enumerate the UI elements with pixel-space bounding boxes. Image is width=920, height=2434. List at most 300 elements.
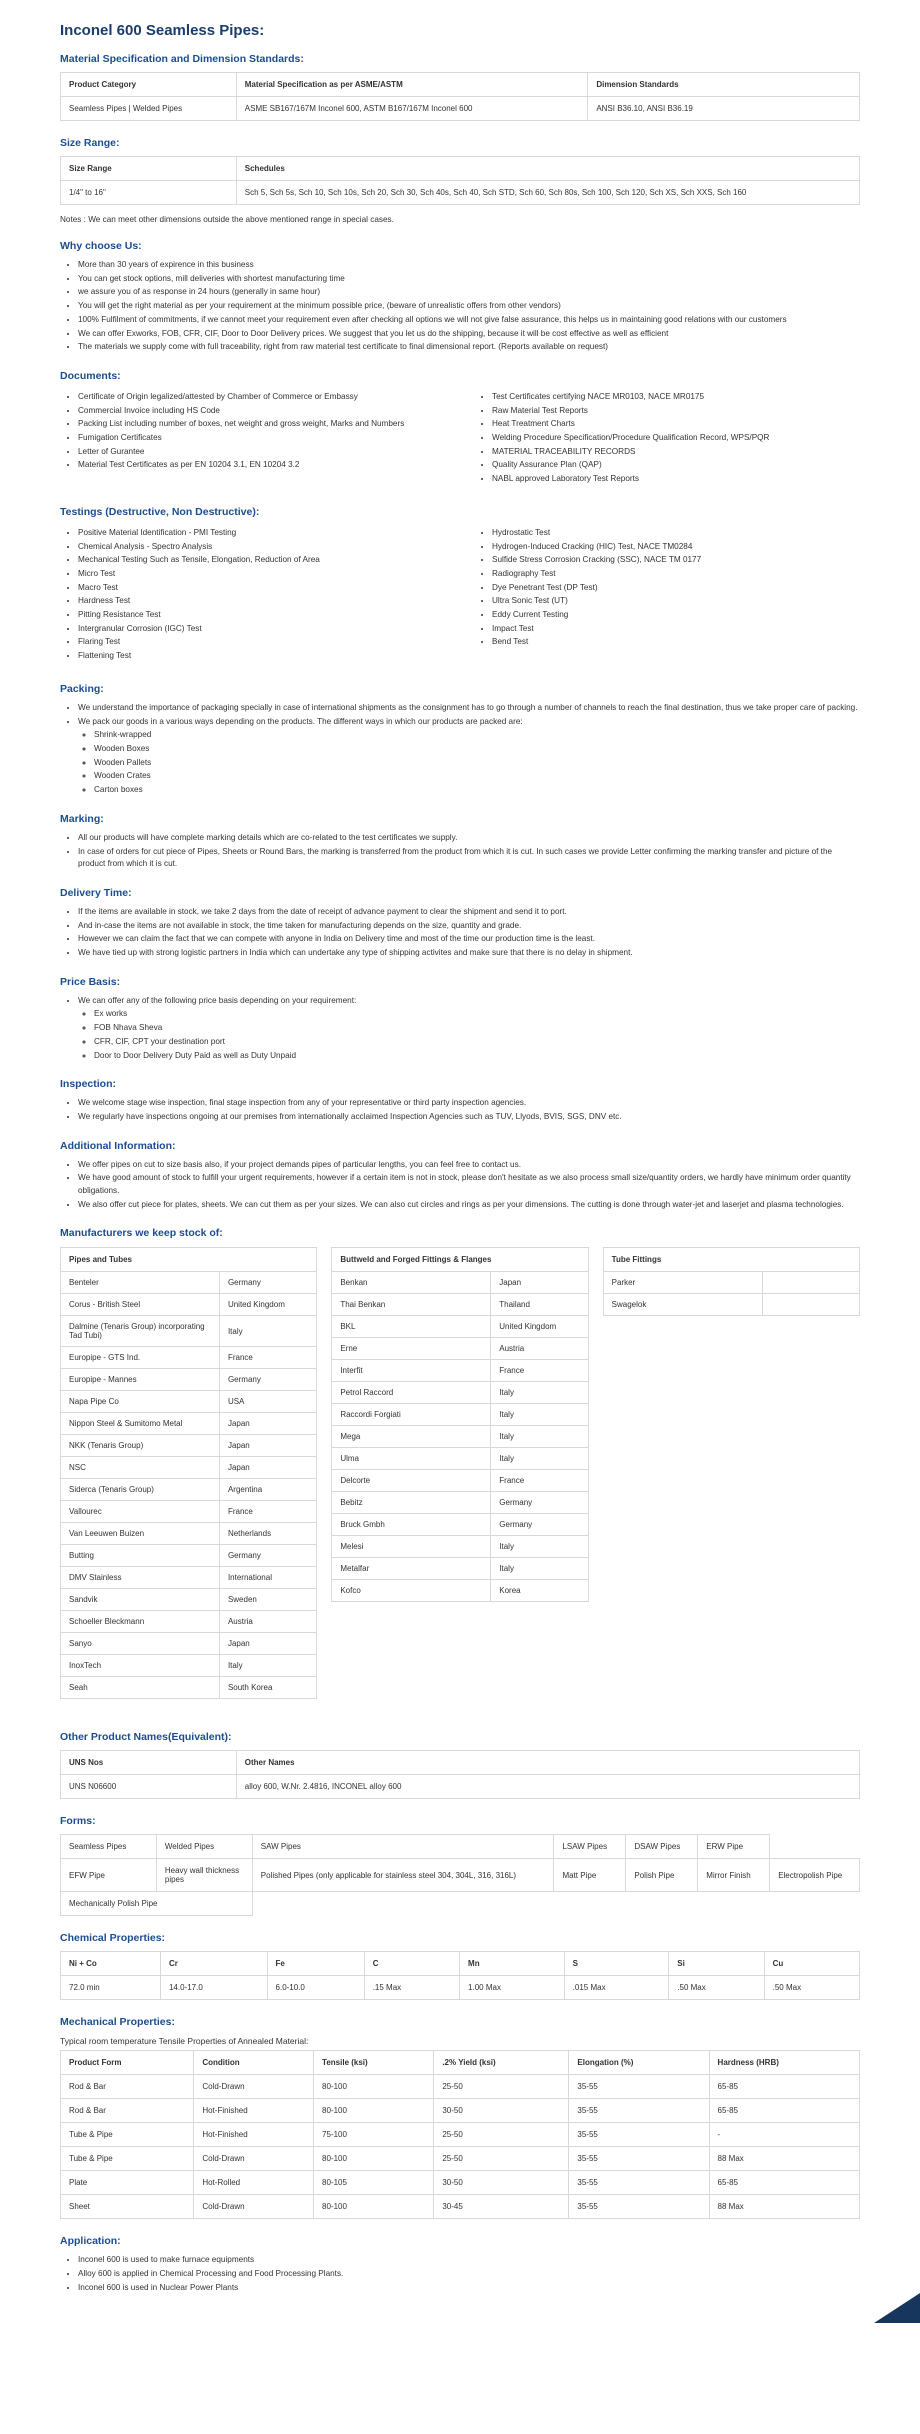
list-item: ◦ FOB Nhava Sheva [94,1022,860,1035]
list-item: • Flaring Test [78,636,446,649]
col-ni-co: Ni + Co [61,1952,161,1976]
cell-manufacturer: Napa Pipe Co [61,1391,220,1413]
cell-condition: Hot-Finished [194,2123,314,2147]
cell-dimension-standards: ANSI B36.10, ANSI B36.19 [588,97,860,121]
cell-country: Japan [219,1457,316,1479]
table-header-row [603,1248,859,1272]
cell-value: 6.0-10.0 [267,1976,364,2000]
cell-yield: 30-45 [434,2195,569,2219]
list-item: ◦ Door to Door Delivery Duty Paid as well as Duty Unpaid [94,1050,860,1063]
list-item: • We offer pipes on cut to size basis also, if your project demands pipes of particular lengths, you can feel free to contact us. [78,1159,860,1172]
table-header-row [61,1952,860,1976]
cell-form: Electropolish Pipe [770,1859,860,1892]
list-item: • Eddy Current Testing [492,609,860,622]
cell-country: France [491,1360,588,1382]
cell-yield: 25-50 [434,2147,569,2171]
cell-form: Mechanically Polish Pipe [61,1892,253,1916]
mechanical-subtitle: Typical room temperature Tensile Properties of Annealed Material: [60,2036,309,2047]
section-heading-mechanical: Mechanical Properties: [60,2016,175,2029]
cell-country: Italy [491,1382,588,1404]
cell-form: ERW Pipe [698,1835,770,1859]
tube-fittings-table [603,1247,860,1316]
list-item: • Inconel 600 is used to make furnace equipments [78,2254,860,2267]
documents-left-column [60,389,446,490]
cell-yield: 25-50 [434,2123,569,2147]
cell-elongation: 35-55 [569,2123,709,2147]
col-dimension-standards: Dimension Standards [588,73,860,97]
cell-manufacturer: InoxTech [61,1655,220,1677]
list-item: • Hardness Test [78,595,446,608]
price-basis-sub-list [78,1008,860,1062]
list-item: • We understand the importance of packaging specially in case of international shipments as the consignment has to go through a number of channels to reach the final destination, thus we take proper care of packing. [78,702,860,715]
cell-country: Argentina [219,1479,316,1501]
section-heading-manufacturers: Manufacturers we keep stock of: [60,1227,223,1240]
forms-table [60,1834,860,1916]
list-item: • Macro Test [78,582,446,595]
cell-material-spec: ASME SB167/167M Inconel 600, ASTM B167/167M Inconel 600 [236,97,588,121]
col-s: S [564,1952,669,1976]
list-item: • We welcome stage wise inspection, final stage inspection from any of your representative or third party inspection agencies. [78,1097,860,1110]
list-item: • Sulfide Stress Corrosion Cracking (SSC), NACE TM 0177 [492,554,860,567]
list-item: • Impact Test [492,623,860,636]
col-product-form: Product Form [61,2051,194,2075]
table-header-row [61,1751,860,1775]
price-basis-list [60,995,860,1063]
section-heading-inspection: Inspection: [60,1078,117,1091]
cell-manufacturer: Swagelok [603,1294,762,1316]
list-item: • Mechanical Testing Such as Tensile, Elongation, Reduction of Area [78,554,446,567]
cell-condition: Cold-Drawn [194,2147,314,2171]
delivery-list [60,906,860,960]
cell-form: Matt Pipe [554,1859,626,1892]
cell-hardness: 88 Max [709,2147,859,2171]
cell-value: 14.0-17.0 [160,1976,267,2000]
cell-manufacturer: DMV Stainless [61,1567,220,1589]
table-row [61,1369,317,1391]
list-item: • However we can claim the fact that we can compete with anyone in India on Delivery time and most of the time our production time is the least. [78,933,860,946]
table-row [61,1859,860,1892]
cell-manufacturer: Europipe - GTS Ind. [61,1347,220,1369]
cell-manufacturer: Bebitz [332,1492,491,1514]
size-range-table [60,156,860,205]
col-mn: Mn [460,1952,565,1976]
list-item: • More than 30 years of expirence in this business [78,259,860,272]
cell-country: United Kingdom [219,1294,316,1316]
cell-value: .50 Max [669,1976,764,2000]
table-row [61,1835,860,1859]
section-heading-application: Application: [60,2235,121,2248]
cell-country: Japan [219,1435,316,1457]
section-heading-delivery-time: Delivery Time: [60,886,132,899]
cell-country: Germany [219,1272,316,1294]
cell-country: France [219,1347,316,1369]
table-row [332,1338,588,1360]
cell-manufacturer: Bruck Gmbh [332,1514,491,1536]
cell-country: Japan [219,1633,316,1655]
cell-product-form: Tube & Pipe [61,2123,194,2147]
cell-tensile: 75-100 [314,2123,434,2147]
col-cu: Cu [764,1952,859,1976]
list-item: • Certificate of Origin legalized/attested by Chamber of Commerce or Embassy [78,391,446,404]
col-tube-fittings: Tube Fittings [603,1248,859,1272]
list-item: • Welding Procedure Specification/Procedure Qualification Record, WPS/PQR [492,432,860,445]
cell-condition: Cold-Drawn [194,2195,314,2219]
table-row [61,1501,317,1523]
table-row [332,1580,588,1602]
cell-manufacturer: Schoeller Bleckmann [61,1611,220,1633]
list-item: • Quality Assurance Plan (QAP) [492,459,860,472]
col-hardness: Hardness (HRB) [709,2051,859,2075]
cell-manufacturer: Mega [332,1426,491,1448]
cell-country: Italy [219,1655,316,1677]
list-item: • 100% Fulfilment of commitments, if we cannot meet your requirement even after checking all options we will not give false assurance, this helps us in maintaining good relations with our customers [78,314,860,327]
list-item: • Letter of Gurantee [78,446,446,459]
cell-manufacturer: Ulma [332,1448,491,1470]
table-header-row [61,1248,317,1272]
cell-yield: 30-50 [434,2171,569,2195]
col-schedules: Schedules [236,157,859,181]
table-row [332,1448,588,1470]
table-row [61,2171,860,2195]
cell-country: Italy [219,1316,316,1347]
table-row [61,2075,860,2099]
list-item: • Radiography Test [492,568,860,581]
cell-product-form: Plate [61,2171,194,2195]
documents-list-left [60,391,446,472]
cell-product-form: Sheet [61,2195,194,2219]
section-heading-testings: Testings (Destructive, Non Destructive): [60,505,260,518]
list-item: • In case of orders for cut piece of Pipes, Sheets or Round Bars, the marking is transferred from the product from which it is cut. In such cases we provide Letter confirming the marking transfer and picture of the product from which it is cut. [78,846,860,871]
table-row [332,1470,588,1492]
marking-list [60,832,860,871]
cell-elongation: 35-55 [569,2171,709,2195]
table-row [61,1347,317,1369]
col-product-category: Product Category [61,73,237,97]
list-item: • And in-case the items are not available in stock, the time taken for manufacturing depends on the size, quantity and grade. [78,920,860,933]
list-item: ◦ Wooden Pallets [94,757,860,770]
col-pipes-and-tubes: Pipes and Tubes [61,1248,317,1272]
cell-yield: 30-50 [434,2099,569,2123]
table-row [61,1316,317,1347]
material-spec-table [60,72,860,121]
cell-country: Germany [219,1545,316,1567]
cell-tensile: 80-100 [314,2075,434,2099]
table-row [61,1545,317,1567]
buttweld-forged-fittings-table [331,1247,588,1602]
cell-country: Sweden [219,1589,316,1611]
list-item: • Alloy 600 is applied in Chemical Processing and Food Processing Plants. [78,2268,860,2281]
cell-other-name: alloy 600, W.Nr. 2.4816, INCONEL alloy 600 [236,1775,859,1799]
inspection-list [60,1097,860,1123]
table-row [61,1391,317,1413]
table-row [332,1426,588,1448]
additional-info-list [60,1159,860,1212]
cell-form: Mirror Finish [698,1859,770,1892]
table-row [332,1514,588,1536]
cell-hardness: 65-85 [709,2171,859,2195]
cell-hardness: - [709,2123,859,2147]
cell-manufacturer: Van Leeuwen Buizen [61,1523,220,1545]
list-item: • Raw Material Test Reports [492,405,860,418]
list-item: • We have tied up with strong logistic partners in India which can undertake any type of shipping activites and make sure that there is no delay in shipment. [78,947,860,960]
list-item: • Material Test Certificates as per EN 10204 3.1, EN 10204 3.2 [78,459,446,472]
table-row [332,1492,588,1514]
table-row [61,1611,317,1633]
cell-manufacturer: Dalmine (Tenaris Group) incorporating Tad Tubi) [61,1316,220,1347]
list-item: • We have good amount of stock to fulfill your urgent requirements, however if a certain item is not in stock, please don't hesitate as we also process small size/quantity orders, we hardly have minimum order quantity obligations. [78,1172,860,1197]
packing-sub-list [78,729,860,797]
pipes-and-tubes-table [60,1247,317,1699]
cell-hardness: 65-85 [709,2099,859,2123]
list-item: ◦ Carton boxes [94,784,860,797]
col-buttweld-forged: Buttweld and Forged Fittings & Flanges [332,1248,588,1272]
table-row [61,1435,317,1457]
manufacturers-columns [60,1247,860,1699]
cell-manufacturer: Butting [61,1545,220,1567]
table-row [61,1523,317,1545]
cell-value: 1.00 Max [460,1976,565,2000]
cell-country: Japan [491,1272,588,1294]
cell-manufacturer: Thai Benkan [332,1294,491,1316]
cell-manufacturer: Sandvik [61,1589,220,1611]
col-elongation: Elongation (%) [569,2051,709,2075]
cell-manufacturer: Interfit [332,1360,491,1382]
cell-manufacturer: NSC [61,1457,220,1479]
table-row [61,1272,317,1294]
cell-uns-no: UNS N06600 [61,1775,237,1799]
cell-elongation: 35-55 [569,2147,709,2171]
cell-country: France [219,1501,316,1523]
testings-columns [60,525,860,667]
list-item: • Hydrostatic Test [492,527,860,540]
testings-list-left [60,527,446,663]
col-size-range: Size Range [61,157,237,181]
page-title: Inconel 600 Seamless Pipes: [60,22,265,39]
list-item: • MATERIAL TRACEABILITY RECORDS [492,446,860,459]
list-item: • We also offer cut piece for plates, sheets. We can cut them as per your sizes. We can also cut circles and rings as per your dimensions. The cutting is done through water-jet and laserjet and plasma technologies. [78,1199,860,1212]
cell-product-form: Rod & Bar [61,2075,194,2099]
cell-hardness: 65-85 [709,2075,859,2099]
list-item: • We regularly have inspections ongoing at our premises from internationally acclaimed Inspection Agencies such as TUV, Llyods, BVIS, SGS, DNV etc. [78,1111,860,1124]
list-item: • Dye Penetrant Test (DP Test) [492,582,860,595]
cell-manufacturer: Raccordi Forgiati [332,1404,491,1426]
table-row [61,1567,317,1589]
list-item: • Bend Test [492,636,860,649]
table-header-row [61,157,860,181]
list-item: • Micro Test [78,568,446,581]
list-item: • Flattening Test [78,650,446,663]
list-item: • Test Certificates certifying NACE MR0103, NACE MR0175 [492,391,860,404]
list-item: • Commercial Invoice including HS Code [78,405,446,418]
cell-country: USA [219,1391,316,1413]
cell-country: South Korea [219,1677,316,1699]
cell-condition: Hot-Finished [194,2099,314,2123]
chemical-properties-table [60,1951,860,2000]
cell-manufacturer: NKK (Tenaris Group) [61,1435,220,1457]
table-row [61,2099,860,2123]
section-heading-other-names: Other Product Names(Equivalent): [60,1731,232,1744]
cell-country: Italy [491,1448,588,1470]
manufacturers-tube-fittings [603,1247,860,1699]
manufacturers-buttweld-forged [331,1247,588,1699]
documents-right-column [474,389,860,490]
cell-elongation: 35-55 [569,2099,709,2123]
cell-form: Welded Pipes [156,1835,252,1859]
cell-form: DSAW Pipes [626,1835,698,1859]
section-heading-material-spec: Material Specification and Dimension Standards: [60,53,304,65]
cell-form: Polish Pipe [626,1859,698,1892]
section-heading-size-range: Size Range: [60,137,120,149]
cell-schedules: Sch 5, Sch 5s, Sch 10, Sch 10s, Sch 20, Sch 30, Sch 40s, Sch 40, Sch STD, Sch 60, Sch 80s, Sch 100, Sch 120, Sch XS, Sch XXS, Sch 160 [236,181,859,205]
table-row [61,1892,860,1916]
cell-condition: Hot-Rolled [194,2171,314,2195]
why-choose-list [60,259,860,354]
list-item: • NABL approved Laboratory Test Reports [492,473,860,486]
table-row [61,2195,860,2219]
cell-manufacturer: Sanyo [61,1633,220,1655]
documents-list-right [474,391,860,486]
cell-country: Italy [491,1426,588,1448]
col-fe: Fe [267,1952,364,1976]
table-header-row [61,2051,860,2075]
mechanical-properties-table [60,2050,860,2219]
list-item: • If the items are available in stock, we take 2 days from the date of receipt of advance payment to clear the shipment and send it to port. [78,906,860,919]
table-row [61,1479,317,1501]
cell-manufacturer: Benteler [61,1272,220,1294]
cell-manufacturer: Nippon Steel & Sumitomo Metal [61,1413,220,1435]
list-item: • Inconel 600 is used in Nuclear Power Plants [78,2282,860,2295]
cell-country: Germany [491,1492,588,1514]
testings-right-column [474,525,860,667]
table-row [603,1294,859,1316]
list-item: • Ultra Sonic Test (UT) [492,595,860,608]
table-row [332,1536,588,1558]
cell-product-form: Tube & Pipe [61,2147,194,2171]
section-heading-documents: Documents: [60,369,121,382]
section-heading-price-basis: Price Basis: [60,975,121,988]
cell-value: 72.0 min [61,1976,161,2000]
cell-product-form: Rod & Bar [61,2099,194,2123]
table-row [332,1316,588,1338]
cell-form: Seamless Pipes [61,1835,157,1859]
cell-country [762,1294,859,1316]
documents-columns [60,389,860,490]
cell-form: SAW Pipes [252,1835,554,1859]
col-tensile: Tensile (ksi) [314,2051,434,2075]
cell-product-category: Seamless Pipes | Welded Pipes [61,97,237,121]
cell-form: LSAW Pipes [554,1835,626,1859]
cell-country: Thailand [491,1294,588,1316]
list-item: ◦ Shrink-wrapped [94,729,860,742]
table-row [61,1775,860,1799]
size-range-note: Notes : We can meet other dimensions outside the above mentioned range in special cases. [60,215,394,224]
table-row [61,97,860,121]
list-item: ◦ Wooden Crates [94,770,860,783]
cell-form: EFW Pipe [61,1859,157,1892]
list-item: • We can offer Exworks, FOB, CFR, CIF, Door to Door Delivery prices. We suggest that you let us do the shipping, because it will be cost effective as well as efficient [78,328,860,341]
col-c: C [364,1952,459,1976]
table-row [603,1272,859,1294]
list-item: • Fumigation Certificates [78,432,446,445]
list-item-text: We can offer any of the following price basis depending on your requirement: [78,995,357,1005]
table-row [61,1457,317,1479]
section-heading-packing: Packing: [60,682,104,695]
cell-manufacturer: Petrol Raccord [332,1382,491,1404]
list-item [78,716,860,797]
table-row [332,1382,588,1404]
cell-manufacturer: Parker [603,1272,762,1294]
section-heading-why-choose: Why choose Us: [60,240,142,252]
col-uns-nos: UNS Nos [61,1751,237,1775]
cell-form: Polished Pipes (only applicable for stainless steel 304, 304L, 316, 316L) [252,1859,554,1892]
section-heading-marking: Marking: [60,812,104,825]
cell-country: Italy [491,1404,588,1426]
cell-country: Korea [491,1580,588,1602]
table-row [61,181,860,205]
table-row [332,1294,588,1316]
packing-list [60,702,860,797]
section-heading-additional-info: Additional Information: [60,1139,176,1152]
page-corner-decoration [874,2293,920,2323]
cell-manufacturer: Melesi [332,1536,491,1558]
testings-left-column [60,525,446,667]
cell-tensile: 80-105 [314,2171,434,2195]
list-item: ◦ Wooden Boxes [94,743,860,756]
cell-country: Germany [219,1369,316,1391]
application-list [60,2254,860,2294]
cell-form: Heavy wall thickness pipes [156,1859,252,1892]
cell-tensile: 80-100 [314,2099,434,2123]
cell-manufacturer: Europipe - Mannes [61,1369,220,1391]
cell-country: Italy [491,1536,588,1558]
cell-manufacturer: Corus - British Steel [61,1294,220,1316]
table-row [61,1633,317,1655]
cell-manufacturer: Benkan [332,1272,491,1294]
table-row [61,1677,317,1699]
col-condition: Condition [194,2051,314,2075]
section-heading-forms: Forms: [60,1815,96,1828]
cell-value: .15 Max [364,1976,459,2000]
table-row [61,1294,317,1316]
table-row [61,2147,860,2171]
list-item: • You will get the right material as per your requirement at the minimum possible price, (beware of unrealistic offers from other vendors) [78,300,860,313]
list-item: • Hydrogen-Induced Cracking (HIC) Test, NACE TM0284 [492,541,860,554]
list-item: • Positive Material Identification - PMI Testing [78,527,446,540]
cell-country: International [219,1567,316,1589]
list-item: ◦ Ex works [94,1008,860,1021]
cell-country: Austria [219,1611,316,1633]
cell-hardness: 88 Max [709,2195,859,2219]
cell-tensile: 80-100 [314,2147,434,2171]
list-item: • Packing List including number of boxes, net weight and gross weight, Marks and Numbers [78,418,446,431]
cell-manufacturer: Metalfar [332,1558,491,1580]
list-item: • The materials we supply come with full traceability, right from raw material test certificate to final dimensional report. (Reports available on request) [78,341,860,354]
section-heading-chemical: Chemical Properties: [60,1932,166,1945]
table-header-row [332,1248,588,1272]
col-si: Si [669,1952,764,1976]
cell-country: Austria [491,1338,588,1360]
cell-condition: Cold-Drawn [194,2075,314,2099]
table-row [332,1360,588,1382]
cell-country [762,1272,859,1294]
cell-manufacturer: Seah [61,1677,220,1699]
table-header-row [61,73,860,97]
col-material-spec: Material Specification as per ASME/ASTM [236,73,588,97]
cell-manufacturer: Siderca (Tenaris Group) [61,1479,220,1501]
cell-country: Netherlands [219,1523,316,1545]
other-product-names-table [60,1750,860,1799]
cell-manufacturer: Delcorte [332,1470,491,1492]
